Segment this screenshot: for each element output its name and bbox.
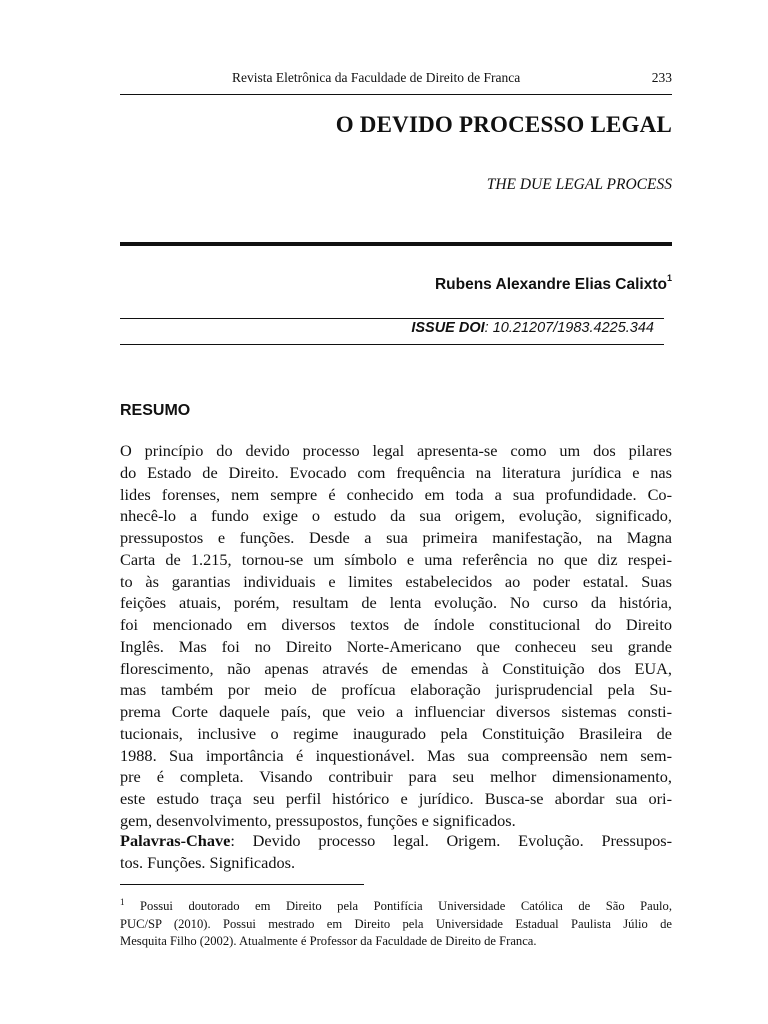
abstract-line: mas também por meio de profícua elaboração jurisprudencial pela Su- (120, 680, 672, 700)
abstract-line: nhecê-lo a fundo exige o estudo da sua origem, evolução, significado, (120, 506, 672, 526)
footnote-line: PUC/SP (2010). Possui mestrado em Direito pela Universidade Estadual Paulista Júlio de (120, 916, 672, 931)
abstract-line: pre é completa. Visando contribuir para seu melhor dimensionamento, (120, 767, 672, 787)
page-number: 233 (651, 70, 672, 85)
abstract-line: lides forenses, nem sempre é conhecido em toda a sua profundidade. Co- (120, 484, 672, 504)
keywords-line (120, 830, 672, 852)
keywords (120, 830, 672, 874)
header-divider (120, 94, 672, 95)
doi-line (120, 320, 654, 336)
abstract-line: do Estado de Direito. Evocado com frequência na literatura jurídica e nas (120, 462, 672, 482)
footnote-mark: 1 (120, 896, 125, 907)
abstract-body (120, 440, 672, 832)
abstract-line: feições atuais, porém, resultam de lenta evolução. No curso da história, (120, 593, 672, 613)
keywords-label: Palavras-Chave (120, 831, 231, 850)
abstract-line: Carta de 1.215, tornou-se um símbolo e uma referência no que diz respei- (120, 549, 672, 569)
footnote-divider (120, 884, 364, 885)
author-footnote-mark[interactable]: 1 (666, 272, 672, 283)
author-line (120, 272, 672, 294)
article-title: O DEVIDO PROCESSO LEGAL (335, 112, 672, 137)
footnote (120, 898, 672, 951)
abstract-line: florescimento, não apenas através de emendas à Constituição dos EUA, (120, 658, 672, 678)
running-header (120, 70, 672, 92)
abstract-line: Inglês. Mas foi no Direito Norte-Americano que conheceu seu grande (120, 636, 672, 656)
abstract-line: foi mencionado em diversos textos de índole constitucional do Direito (120, 615, 672, 634)
doi-divider-bottom (120, 344, 664, 345)
abstract-line: O princípio do devido processo legal apresenta-se como um dos pilares (120, 441, 672, 460)
footnote-line: Mesquita Filho (2002). Atualmente é Professor da Faculdade de Direito de Franca. (120, 934, 537, 948)
abstract-line: prema Corte daquele país, que veio a influenciar diversos sistemas consti- (120, 702, 672, 721)
title-divider (120, 242, 672, 246)
journal-name: Revista Eletrônica da Faculdade de Direito de Franca (232, 70, 521, 85)
abstract-line: tucionais, inclusive o regime inaugurado pela Constituição Brasileira de (120, 723, 672, 743)
keywords-line: tos. Funções. Significados. (120, 852, 296, 872)
doi-divider-top (120, 318, 664, 319)
footnote-line (120, 898, 672, 916)
keywords-text: : Devido processo legal. Origem. Evolução. Pressupos- (230, 831, 672, 850)
abstract-line: este estudo traça seu perfil histórico e jurídico. Busca-se abordar sua ori- (120, 789, 672, 808)
abstract-heading: RESUMO (120, 402, 191, 419)
article-subtitle: THE DUE LEGAL PROCESS (486, 176, 672, 193)
abstract-line: pressupostos e funções. Desde a sua primeira manifestação, na Magna (120, 528, 672, 547)
author-name: Rubens Alexandre Elias Calixto (434, 276, 667, 293)
doi-label: ISSUE DOI (411, 320, 485, 336)
abstract-line: gem, desenvolvimento, pressupostos, funções e significados. (120, 810, 516, 830)
footnote-text: Possui doutorado em Direito pela Pontifícia Universidade Católica de São Paulo, (124, 899, 672, 913)
abstract-line: 1988. Sua importância é inquestionável. Mas sua compreensão nem sem- (120, 745, 672, 765)
doi-value[interactable]: : 10.21207/1983.4225.344 (484, 320, 654, 336)
abstract-line: to às garantias individuais e limites estabelecidos ao poder estatal. Suas (120, 571, 672, 591)
